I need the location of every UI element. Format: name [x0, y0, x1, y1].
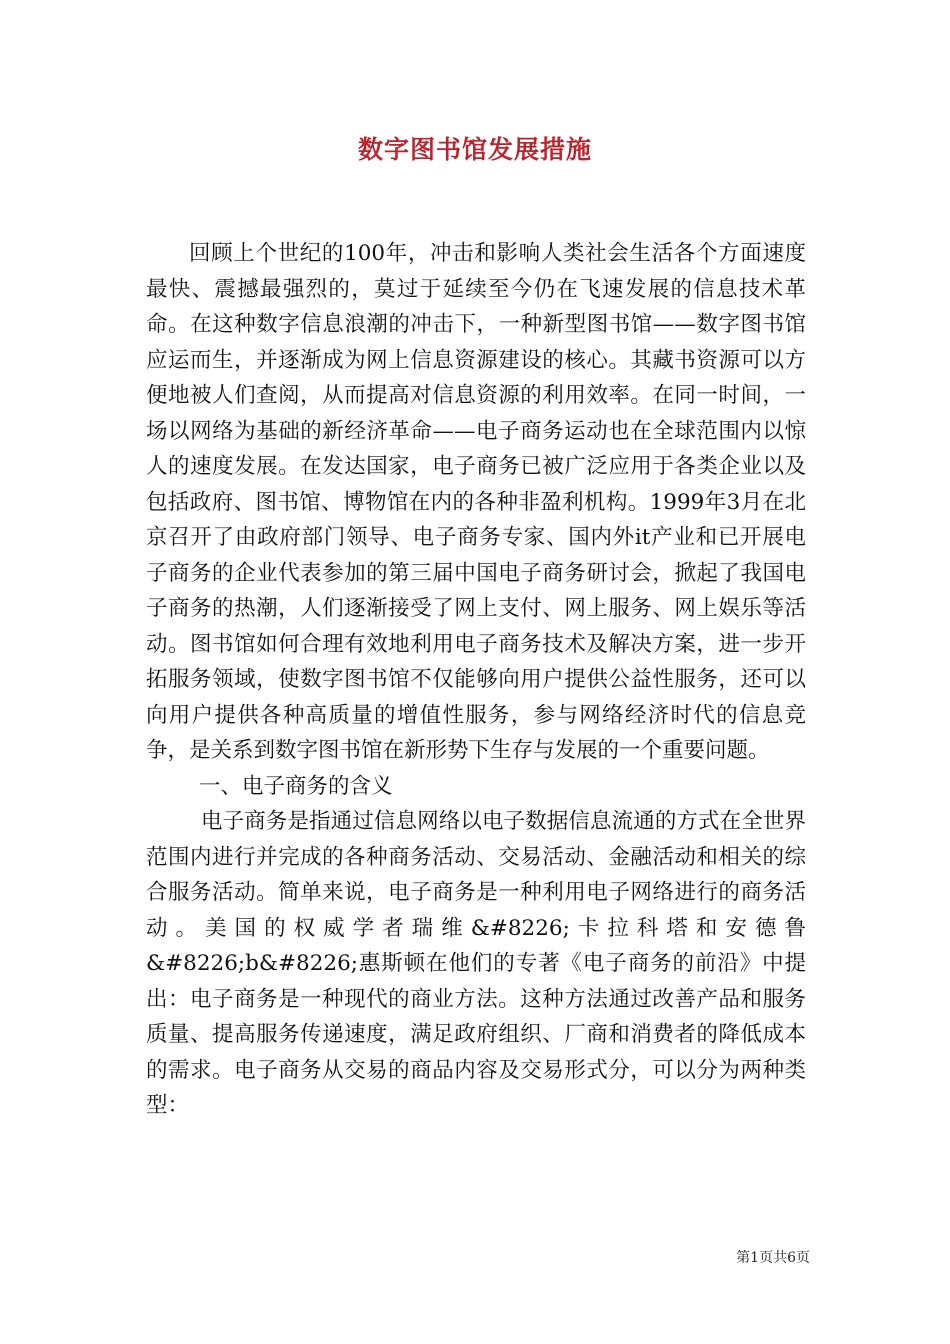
- paragraph-intro: 回顾上个世纪的100年，冲击和影响人类社会生活各个方面速度最快、震撼最强烈的，莫过于延续至今仍在飞速发展的信息技术革命。在这种数字信息浪潮的冲击下，一种新型图书馆——数字图书馆应运而生，并逐渐成为网上信息资源建设的核心。其藏书资源可以方便地被人们查阅，从而提高对信息资源的利用效率。在同一时间，一场以网络为基础的新经济革命——电子商务运动也在全球范围内以惊人的速度发展。在发达国家，电子商务已被广泛应用于各类企业以及包括政府、图书馆、博物馆在内的各种非盈利机构。1999年3月在北京召开了由政府部门领导、电子商务专家、国内外it产业和已开展电子商务的企业代表参加的第三届中国电子商务研讨会，掀起了我国电子商务的热潮，人们逐渐接受了网上支付、网上服务、网上娱乐等活动。图书馆如何合理有效地利用电子商务技术及解决方案，进一步开拓服务领域，使数字图书馆不仅能够向用户提供公益性服务，还可以向用户提供各种高质量的增值性服务，参与网络经济时代的信息竞争，是关系到数字图书馆在新形势下生存与发展的一个重要问题。: [146, 241, 806, 763]
- page-title: 数字图书馆发展措施: [357, 135, 592, 164]
- section-heading: 一、电子商务的含义: [199, 773, 393, 799]
- document-body: [146, 236, 806, 1124]
- paragraph-definition: 电子商务是指通过信息网络以电子数据信息流通的方式在全世界范围内进行并完成的各种商务活动、交易活动、金融活动和相关的综合服务活动。简单来说，电子商务是一种利用电子网络进行的商务活动。美国的权威学者瑞维&#8226;卡拉科塔和安德鲁&#8226;b&#8226;惠斯顿在他们的专著《电子商务的前沿》中提出：电子商务是一种现代的商业方法。这种方法通过改善产品和服务质量、提高服务传递速度，满足政府组织、厂商和消费者的降低成本的需求。电子商务从交易的商品内容及交易形式分，可以分为两种类型：: [146, 809, 806, 1118]
- page-number: 第1页共6页: [736, 1250, 810, 1266]
